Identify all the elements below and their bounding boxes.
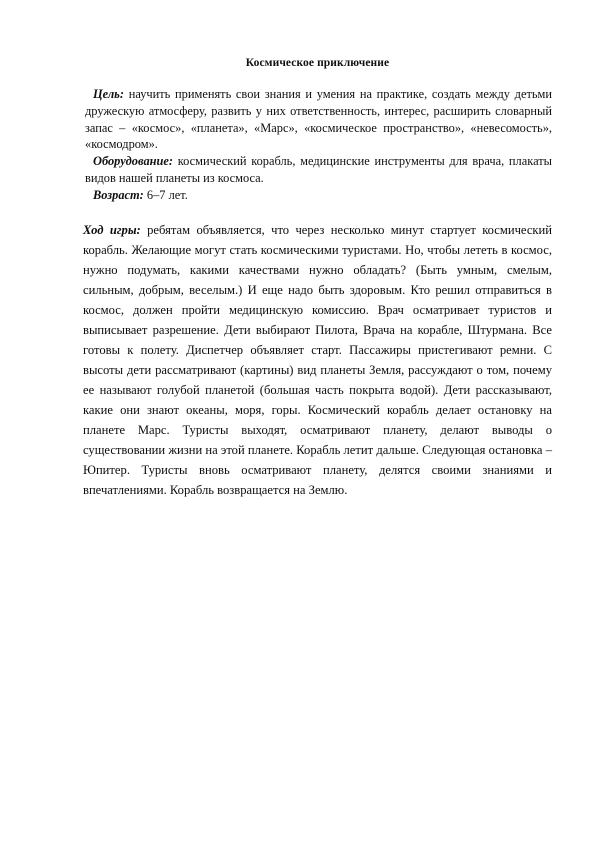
equipment-label: Оборудование: [93, 154, 174, 169]
equipment-paragraph [85, 153, 552, 187]
goal-text: научить применять свои знания и умения на практике, создать между детьми дружескую атмосферу, развить у них ответственность, интерес, расширить словарный запас – «космос», «планета», «Марс», «космическое пространство», «невесомость», «космодром». [85, 87, 552, 152]
goal-paragraph [85, 86, 552, 153]
equipment-text: космический корабль, медицинские инструменты для врача, плакаты видов нашей планеты из космоса. [85, 154, 552, 185]
age-paragraph [85, 187, 552, 204]
age-text: 6–7 лет. [143, 187, 188, 202]
age-label: Возраст: [93, 187, 144, 202]
game-paragraph [83, 220, 552, 500]
document-title: Космическое приключение [245, 57, 390, 69]
intro-section [85, 86, 552, 204]
goal-label: Цель: [93, 87, 124, 101]
game-label: Ход игры: [83, 223, 141, 237]
game-text: ребятам объявляется, что через несколько минут стартует космический корабль. Желающие могут стать космическими туристами. Но, чтобы лететь в космос, нужно подумать, какими качествами нужно обладать? (Быть умным, смелым, сильным, добрым, веселым.) И еще надо быть здоровым. Кто решил отправиться в космос, должен пройти медицинскую комиссию. Врач осматривает туристов и выписывает разрешение. Дети выбирают Пилота, Врача на корабле, Штурмана. Все готовы к полету. Диспетчер объявляет старт. Пассажиры пристегивают ремни. С высоты дети рассматривают (картины) вид планеты Земля, рассуждают о том, почему ее называют голубой планетой (большая часть покрыта водой). Дети рассказывают, какие они знают океаны, моря, горы. Космический корабль делает остановку на планете Марс. Туристы выходят, осматривают планету, делают выводы о существовании жизни на этой планете. Корабль летит дальше. Следующая остановка – Юпитер. Туристы вновь осматривают планету, делятся своими знаниями и впечатлениями. Корабль возвращается на Землю. [83, 223, 553, 497]
